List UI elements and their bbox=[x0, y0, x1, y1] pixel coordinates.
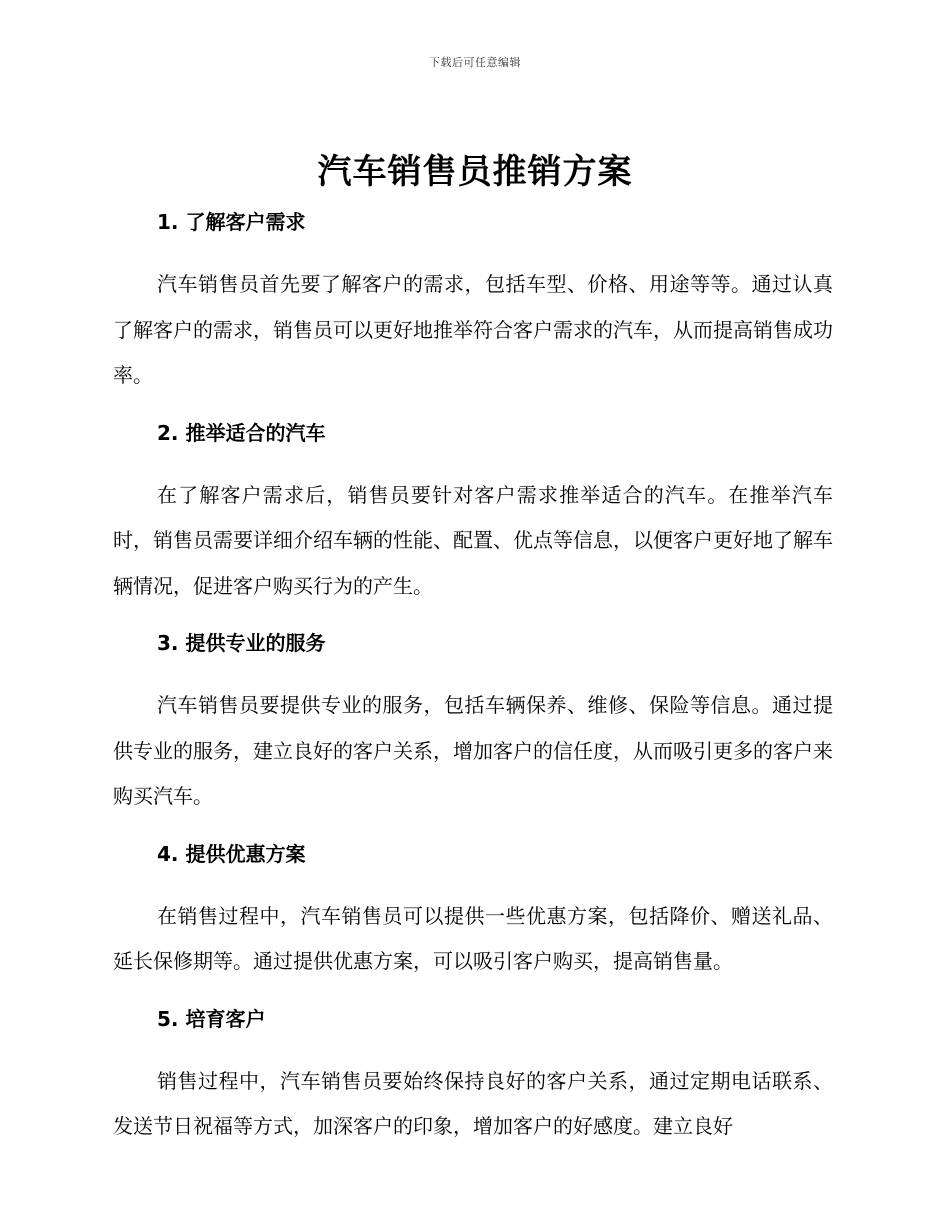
document-body bbox=[113, 204, 833, 1166]
header-note: 下载后可任意编辑 bbox=[429, 56, 521, 69]
section-paragraph: 汽车销售员首先要了解客户的需求，包括车型、价格、用途等等。通过认真了解客户的需求，销售员可以更好地推举符合客户需求的汽车，从而提高销售成功率。 bbox=[113, 272, 833, 387]
document-title: 汽车销售员推销方案 bbox=[317, 152, 633, 192]
section-paragraph: 汽车销售员要提供专业的服务，包括车辆保养、维修、保险等信息。通过提供专业的服务，建立良好的客户关系，增加客户的信任度，从而吸引更多的客户来购买汽车。 bbox=[113, 693, 833, 808]
section-heading: 4. 提供优惠方案 bbox=[157, 841, 306, 866]
section-heading: 2. 推举适合的汽车 bbox=[157, 420, 326, 445]
section-heading: 1. 了解客户需求 bbox=[157, 210, 306, 234]
section-1 bbox=[113, 204, 833, 399]
section-heading: 5. 培育客户 bbox=[157, 1006, 266, 1031]
section-paragraph: 在销售过程中，汽车销售员可以提供一些优惠方案，包括降价、赠送礼品、延长保修期等。通过提供优惠方案，可以吸引客户购买，提高销售量。 bbox=[113, 903, 833, 973]
section-heading: 3. 提供专业的服务 bbox=[157, 631, 326, 655]
section-5 bbox=[113, 1001, 833, 1150]
section-paragraph: 在了解客户需求后，销售员要针对客户需求推举适合的汽车。在推举汽车时，销售员需要详细介绍车辆的性能、配置、优点等信息，以便客户更好地了解车辆情况，促进客户购买行为的产生。 bbox=[113, 482, 833, 598]
section-4 bbox=[113, 836, 833, 985]
section-paragraph: 销售过程中，汽车销售员要始终保持良好的客户关系，通过定期电话联系、发送节日祝福等方式，加深客户的印象，增加客户的好感度。建立良好 bbox=[113, 1068, 833, 1138]
section-2 bbox=[113, 415, 833, 610]
section-3 bbox=[113, 625, 833, 820]
